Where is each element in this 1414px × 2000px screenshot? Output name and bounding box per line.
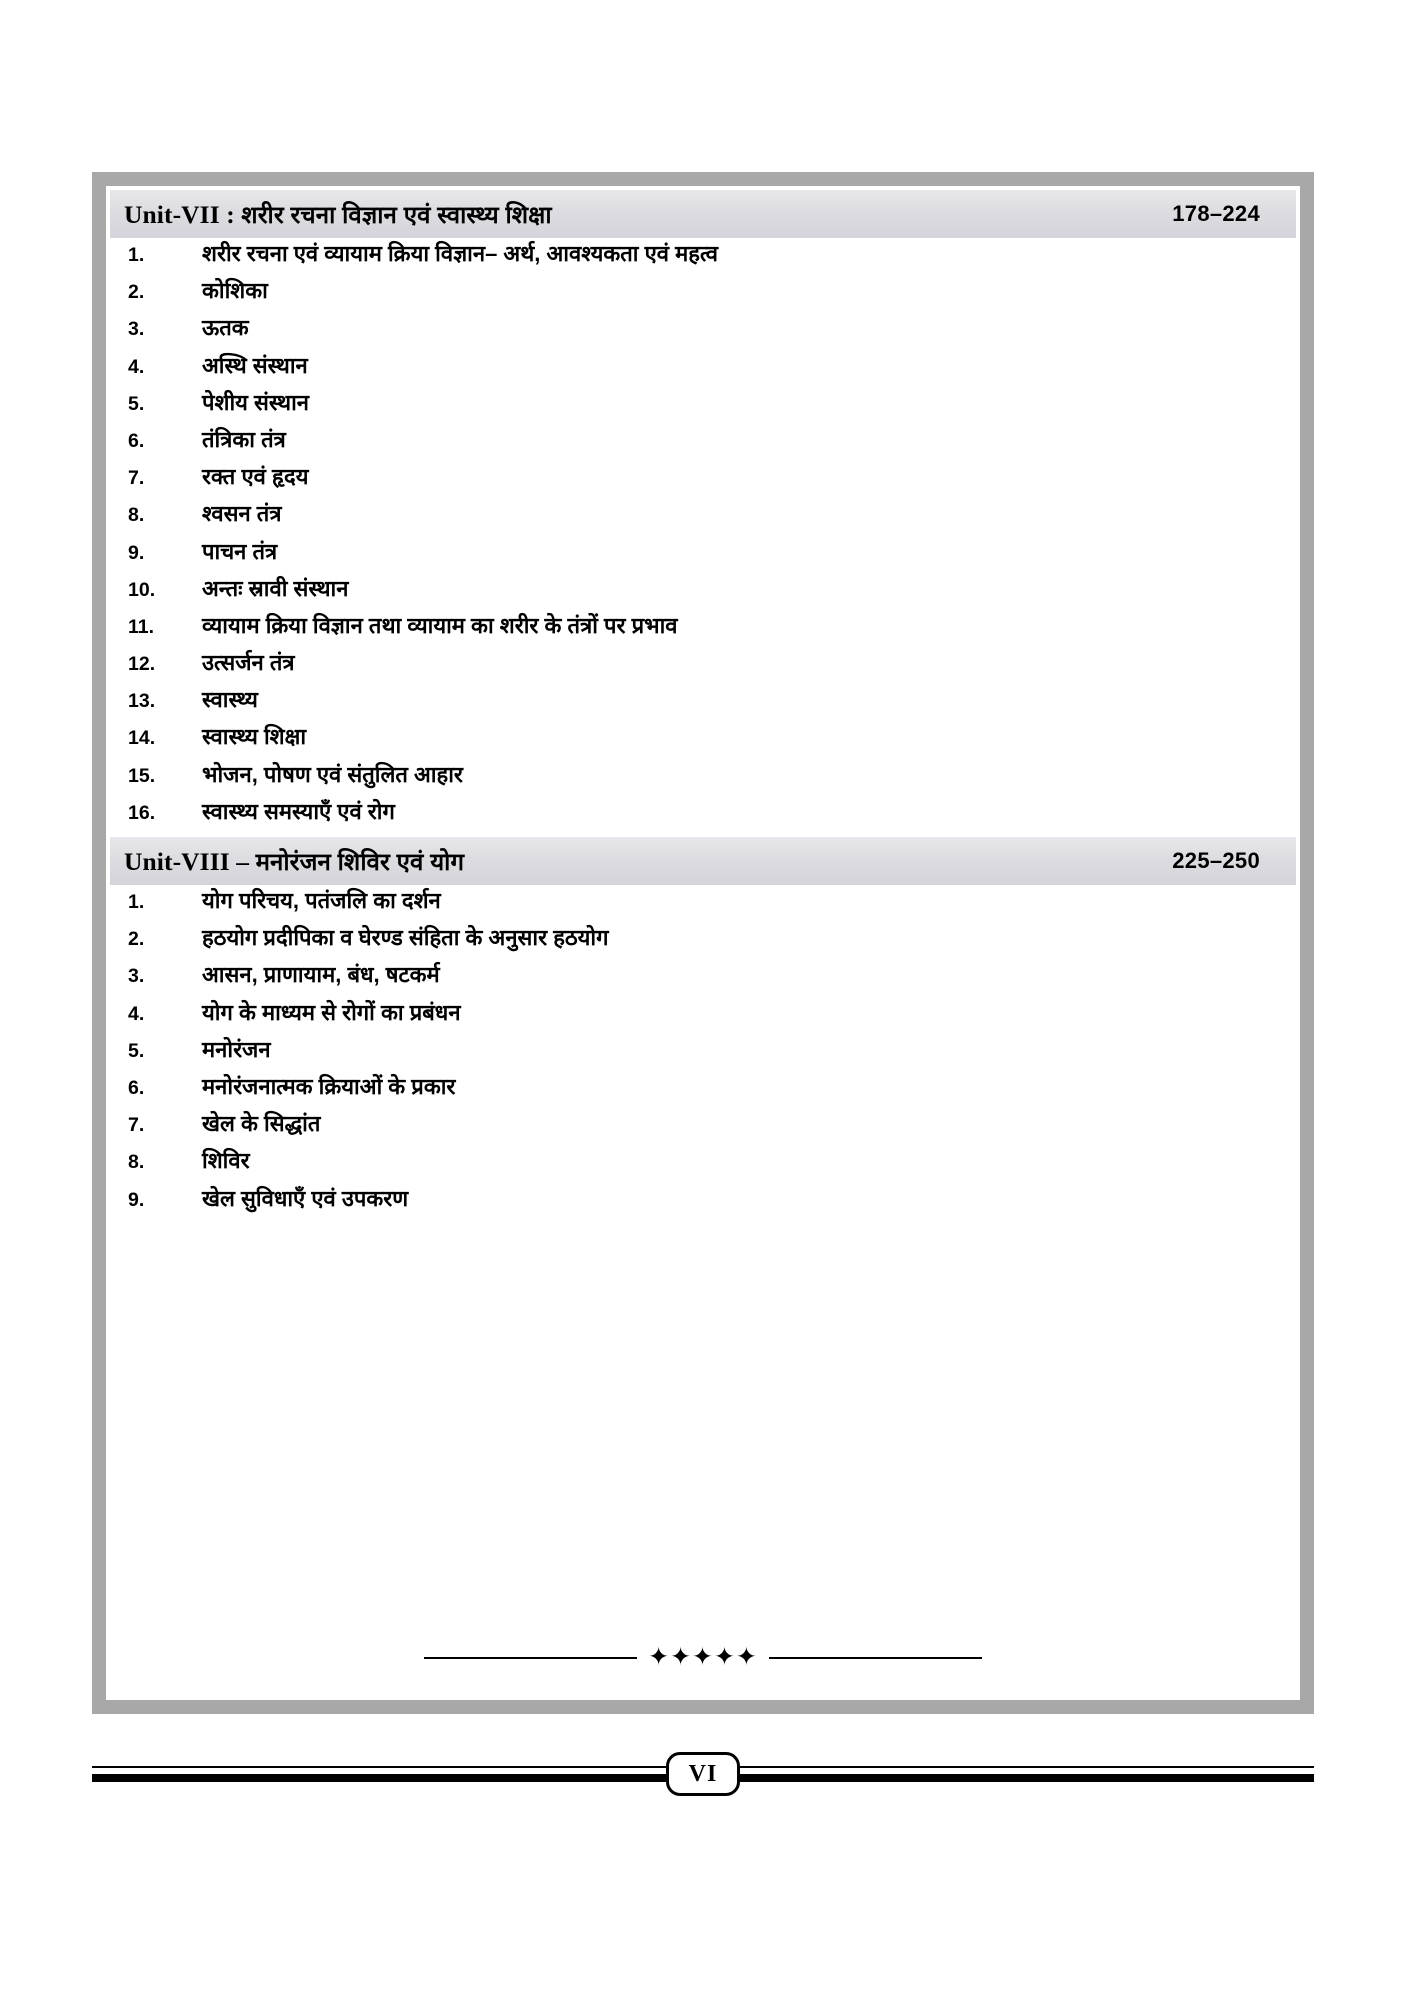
unit-viii-item-list bbox=[110, 885, 1296, 1220]
item-number: 1. bbox=[128, 244, 145, 266]
list-item[interactable] bbox=[110, 1145, 1296, 1182]
item-label: शरीर रचना एवं व्यायाम क्रिया विज्ञान– अर्थ, आवश्यकता एवं महत्व bbox=[202, 241, 718, 266]
item-number: 9. bbox=[128, 541, 145, 564]
list-item[interactable] bbox=[110, 922, 1296, 959]
item-number: 14. bbox=[128, 727, 156, 750]
item-label: स्वास्थ्य समस्याएँ एवं रोग bbox=[202, 798, 395, 824]
list-item[interactable] bbox=[110, 1071, 1296, 1108]
unit-header-unit-vii bbox=[110, 190, 1296, 238]
list-item[interactable] bbox=[110, 885, 1296, 922]
item-number: 4. bbox=[128, 1002, 145, 1025]
item-number: 4. bbox=[128, 355, 145, 378]
list-item[interactable] bbox=[110, 796, 1296, 833]
item-number: 1. bbox=[128, 891, 145, 913]
page-footer bbox=[92, 1742, 1314, 1812]
item-number: 11. bbox=[128, 615, 155, 638]
item-label: आसन, प्राणायाम, बंध, षटकर्म bbox=[202, 962, 440, 988]
unit-vii-page-range: 178–224 bbox=[1172, 201, 1260, 226]
item-label: मनोरंजनात्मक क्रियाओं के प्रकार bbox=[202, 1073, 456, 1099]
item-label: खेल सुविधाएँ एवं उपकरण bbox=[202, 1185, 409, 1211]
item-label: भोजन, पोषण एवं संतुलित आहार bbox=[202, 761, 463, 787]
list-item[interactable] bbox=[110, 684, 1296, 721]
unit-viii-page-range: 225–250 bbox=[1172, 848, 1260, 873]
item-label: स्वास्थ्य शिक्षा bbox=[202, 724, 307, 750]
unit-viii-separator: – bbox=[229, 846, 256, 876]
unit-header-unit-viii bbox=[110, 837, 1296, 885]
list-item[interactable] bbox=[110, 610, 1296, 647]
item-number: 6. bbox=[128, 429, 145, 452]
item-number: 13. bbox=[128, 690, 156, 713]
list-item[interactable] bbox=[110, 1108, 1296, 1145]
list-item[interactable] bbox=[110, 461, 1296, 498]
item-number: 15. bbox=[128, 764, 156, 787]
item-label: स्वास्थ्य bbox=[202, 687, 258, 713]
list-item[interactable] bbox=[110, 997, 1296, 1034]
list-item[interactable] bbox=[110, 312, 1296, 349]
item-number: 5. bbox=[128, 1039, 145, 1062]
item-label: हठयोग प्रदीपिका व घेरण्ड संहिता के अनुसार हठयोग bbox=[202, 925, 609, 951]
unit-viii-title-text: मनोरंजन शिविर एवं योग bbox=[255, 848, 465, 876]
diamond-ornament-icon: ✦✦✦✦✦ bbox=[648, 1642, 758, 1671]
item-label: रक्त एवं हृदय bbox=[202, 464, 309, 490]
item-label: तंत्रिका तंत्र bbox=[202, 426, 286, 452]
item-number: 7. bbox=[128, 467, 145, 490]
unit-vii-separator: : bbox=[219, 199, 242, 229]
list-item[interactable] bbox=[110, 721, 1296, 758]
unit-vii-label: Unit-VII bbox=[124, 199, 220, 229]
list-item[interactable] bbox=[110, 1183, 1296, 1220]
item-number: 9. bbox=[128, 1188, 145, 1211]
item-number: 8. bbox=[128, 1151, 145, 1174]
list-item[interactable] bbox=[110, 959, 1296, 996]
list-item[interactable] bbox=[110, 424, 1296, 461]
item-number: 6. bbox=[128, 1076, 145, 1099]
item-number: 3. bbox=[128, 965, 145, 988]
page-number-badge bbox=[666, 1752, 740, 1796]
item-number: 5. bbox=[128, 392, 145, 415]
item-label: श्वसन तंत्र bbox=[202, 501, 282, 527]
item-label: मनोरंजन bbox=[202, 1036, 271, 1062]
unit-vii-title bbox=[124, 198, 552, 231]
item-number: 2. bbox=[128, 928, 145, 951]
unit-viii-title bbox=[124, 845, 464, 878]
list-item[interactable] bbox=[110, 387, 1296, 424]
item-label: कोशिका bbox=[202, 278, 268, 304]
list-item[interactable] bbox=[110, 536, 1296, 573]
divider-rule-right bbox=[769, 1657, 982, 1659]
item-number: 12. bbox=[128, 653, 156, 676]
item-label: ऊतक bbox=[202, 315, 249, 341]
ornament-divider bbox=[110, 1642, 1296, 1671]
item-label: अस्थि संस्थान bbox=[202, 352, 308, 378]
item-number: 2. bbox=[128, 281, 145, 304]
list-item[interactable] bbox=[110, 647, 1296, 684]
item-label: अन्तः स्रावी संस्थान bbox=[202, 575, 349, 601]
unit-viii-label: Unit-VIII bbox=[124, 846, 230, 876]
list-item[interactable] bbox=[110, 573, 1296, 610]
list-item[interactable] bbox=[110, 759, 1296, 796]
item-number: 3. bbox=[128, 318, 145, 341]
item-label: योग के माध्यम से रोगों का प्रबंधन bbox=[202, 999, 461, 1025]
item-number: 7. bbox=[128, 1114, 145, 1137]
list-item[interactable] bbox=[110, 350, 1296, 387]
item-label: योग परिचय, पतंजलि का दर्शन bbox=[202, 888, 441, 913]
item-number: 16. bbox=[128, 801, 156, 824]
item-label: पेशीय संस्थान bbox=[202, 389, 309, 415]
unit-vii-title-text: शरीर रचना विज्ञान एवं स्वास्थ्य शिक्षा bbox=[241, 201, 552, 229]
list-item[interactable] bbox=[110, 1034, 1296, 1071]
item-number: 10. bbox=[128, 578, 156, 601]
item-number: 8. bbox=[128, 504, 145, 527]
item-label: खेल के सिद्धांत bbox=[202, 1111, 321, 1137]
item-label: पाचन तंत्र bbox=[202, 538, 278, 564]
unit-vii-item-list bbox=[110, 238, 1296, 833]
item-label: व्यायाम क्रिया विज्ञान तथा व्यायाम का शरीर के तंत्रों पर प्रभाव bbox=[202, 612, 678, 638]
list-item[interactable] bbox=[110, 498, 1296, 535]
toc-content-area bbox=[110, 190, 1296, 1696]
divider-rule-left bbox=[424, 1657, 637, 1659]
list-item[interactable] bbox=[110, 275, 1296, 312]
list-item[interactable] bbox=[110, 238, 1296, 275]
page-number-label: VI bbox=[688, 1760, 718, 1787]
item-label: उत्सर्जन तंत्र bbox=[202, 650, 295, 676]
item-label: शिविर bbox=[202, 1148, 250, 1174]
